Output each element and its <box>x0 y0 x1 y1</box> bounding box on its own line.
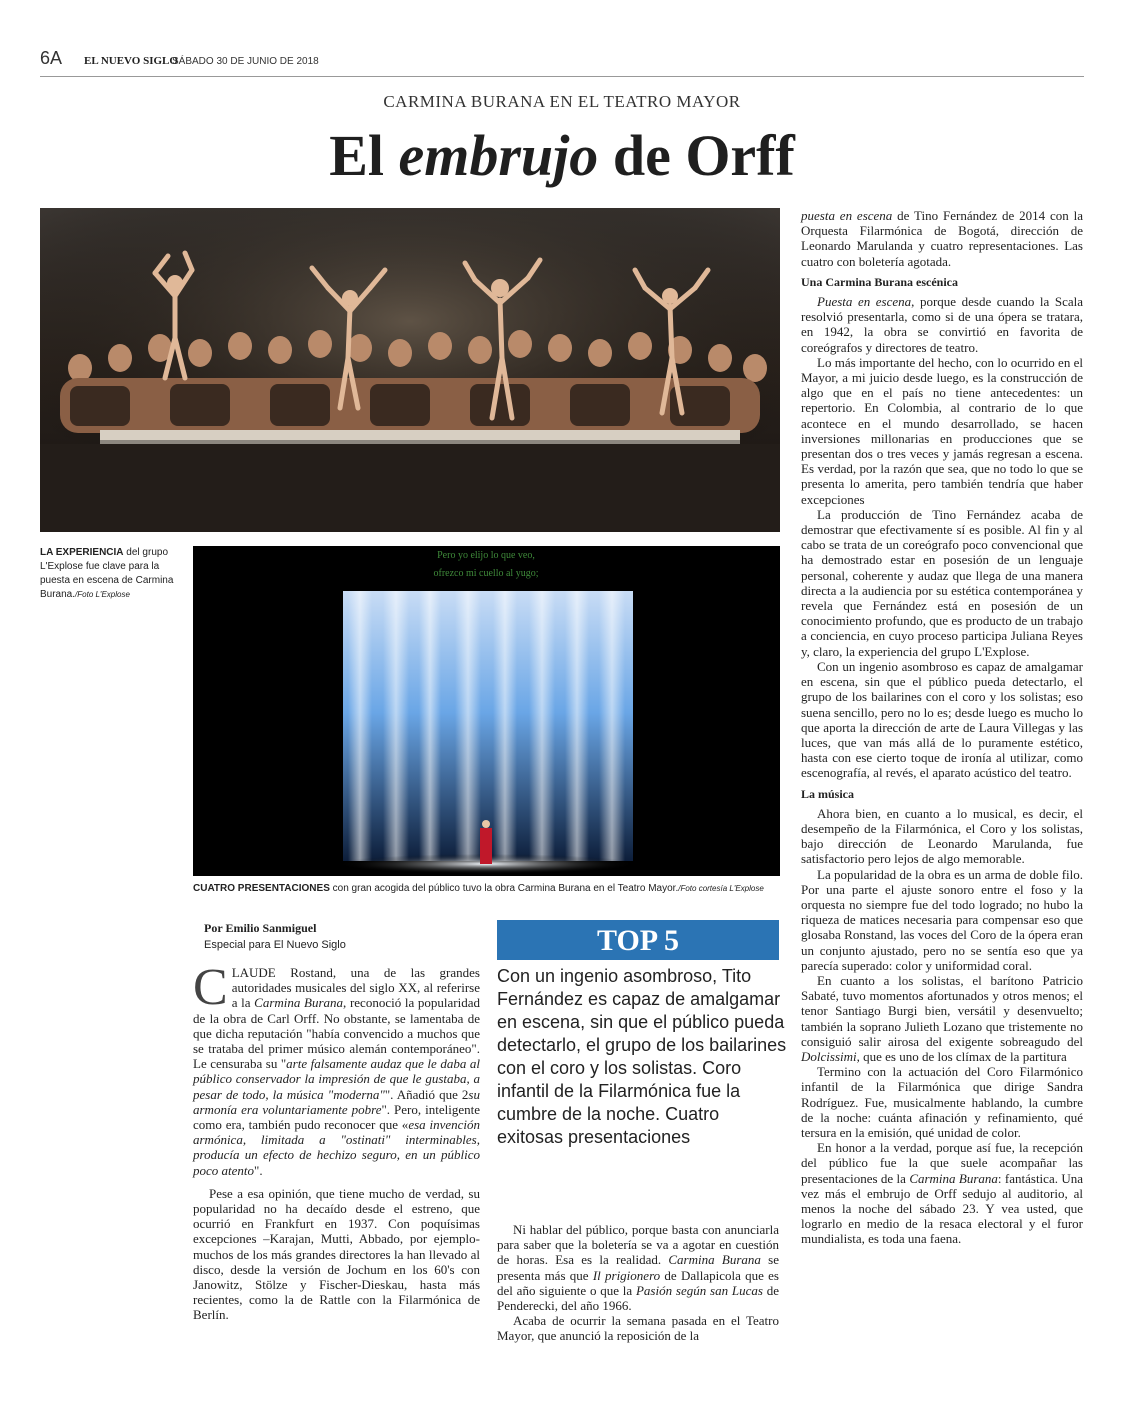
headline-em: embrujo <box>398 123 599 188</box>
paragraph: Termino con la actuación del Coro Filarmónico infantil de la Filarmónica que dirige Sandra Rodríguez. Fue, musicalmente hablando, la cumbre de la noche: cuánta afinación y refinamiento, qué tersura en la emisión, qué unidad de color. <box>801 1064 1083 1140</box>
paragraph <box>801 973 1083 1064</box>
pull-quote: Con un ingenio asombroso, Tito Fernández es capaz de amalgamar en escena, sin que el público pueda detectarlo, el grupo de los bailarines con el coro y los solistas. Coro infantil de la Filarmónica fue la cumbre de la noche. Cuatro exitosas presentaciones <box>497 966 787 1147</box>
stage-photo-dancers-image <box>40 208 780 532</box>
byline: Por Emilio Sanmiguel <box>204 921 317 935</box>
headline-post: de Orff <box>598 123 795 188</box>
text-run: , que es uno de los clímax de la partitura <box>856 1048 1067 1064</box>
subheading: La música <box>801 786 855 801</box>
text-run-italic: Dolcissimi <box>801 1048 857 1064</box>
text-run-italic: su armonía era voluntariamente pobre <box>193 1086 480 1117</box>
text-run: de Penderecki, del año 1966. <box>497 1282 779 1314</box>
paragraph <box>801 1140 1083 1246</box>
text-run: Ni hablar del público, porque basta con anunciarla para saber que la boletería se va a agotar en cuestión de horas. Esa es la realidad. <box>497 1222 779 1268</box>
headline-pre: El <box>329 123 399 188</box>
paragraph: Lo más importante del hecho, con lo ocurrido en el Mayor, a mi juicio desde luego, es la construcción de algo que en el país no tiene antecedentes: un repertorio. En Colombia, al contrario de lo que acontece en el mundo desarrollado, se hacen inversiones millonarias en producciones que se presentan dos o tres veces y jamás regresan a escena. Es verdad, por la razón que sea, que no todo lo que se presenta lo amerita, pero también tendría que haber excepciones <box>801 354 1083 507</box>
text-run-italic: Pasión según san Lucas <box>635 1282 763 1298</box>
paragraph: La popularidad de la obra es un arma de doble filo. Por una parte el ajuste sonoro entre el foso y la orquesta no siempre fue del todo logrado; no hubo la riqueza de matices necesaria para compensar eso que glosaba Ronstand, las voces del Coro de la ópera eran un conjunto ajustado, pero no se sentía eso que ya parecía superado: color y uniformidad coral. <box>801 866 1083 973</box>
article-column-1 <box>193 959 480 1323</box>
text-run-italic: Carmina Burana <box>668 1252 761 1268</box>
text-run: ". Añadió que 2 <box>384 1086 469 1102</box>
text-run: se presenta más que <box>497 1252 779 1283</box>
paragraph <box>497 1222 779 1313</box>
text-run-italic: Puesta en escena <box>817 294 912 310</box>
issue-date: SÁBADO 30 DE JUNIO DE 2018 <box>172 56 319 67</box>
projected-subtitle-line-2: ofrezco mi cuello al yugo; <box>433 568 539 579</box>
paragraph: Ahora bien, en cuanto a lo musical, es decir, el desempeño de la Filarmónica, el Coro y los solistas, bajo dirección de Leonardo Marulanda, fue satisfactorio pero lejos de algo memorable. <box>801 805 1083 867</box>
caption-2-credit: /Foto cortesía L'Explose <box>678 884 764 893</box>
page-number: 6A <box>40 48 63 68</box>
stage-photo-curtain-image <box>193 546 780 876</box>
caption-2-lead: CUATRO PRESENTACIONES <box>193 883 330 894</box>
caption-1-credit: /Foto L'Explose <box>75 590 130 599</box>
byline-subtitle: Especial para El Nuevo Siglo <box>204 939 346 951</box>
top5-banner: TOP 5 <box>497 920 779 960</box>
projected-subtitle-line-1: Pero yo elijo lo que veo, <box>437 550 535 561</box>
drop-cap: C <box>193 959 228 1016</box>
text-run: LAUDE Rostand, una de las grandes autoridades musicales del siglo XX, al referirse a la <box>231 965 480 1011</box>
caption-1-text: del grupo L'Explose fue clave para la puesta en escena de Carmina Burana. <box>40 547 174 600</box>
photo-caption-1 <box>40 546 185 602</box>
text-run: En honor a la verdad, porque así fue, la recepción del público fue la que suele acompañar las presentaciones de la <box>801 1140 1083 1186</box>
paragraph: Acaba de ocurrir la semana pasada en el Teatro Mayor, que anunció la reposición de la <box>497 1313 779 1344</box>
photo-caption-2 <box>193 882 783 896</box>
text-run-italic: Carmina Burana <box>254 995 344 1011</box>
text-run-italic: esa invención armónica, limitada a "ostinati" interminables, producía un efecto de hechizo seguro, en un público poco atento <box>193 1117 480 1178</box>
paragraph <box>193 959 480 1178</box>
masthead-rule <box>40 76 1084 77</box>
stage-photo-curtain <box>193 546 780 876</box>
article-column-3 <box>801 208 1083 1247</box>
text-run-italic: Carmina Burana <box>909 1170 998 1186</box>
text-run: ". Pero, inteligente como era, también pudo reconocer que « <box>193 1101 480 1133</box>
text-run: ". <box>254 1162 263 1178</box>
text-run: : fantástica. Una vez más el embrujo de Orff sedujo al auditorio, al menos la noche del sábado 23. Y vea usted, que lograrlo en medio de la resaca electoral y el furor mundialista, es toda una faena. <box>801 1170 1083 1247</box>
newspaper-name: EL NUEVO SIGLO <box>84 55 178 67</box>
subheading: Una Carmina Burana escénica <box>801 274 958 289</box>
text-run: En cuanto a los solistas, el barítono Patricio Sabaté, tuvo momentos afortunados y otros menos; el tenor Santiago Burgi bien, versátil y desenvuelto; también la soprano Julieth Lozano que tristemente no consiguió salir airosa del exigente sobreagudo del <box>801 972 1083 1049</box>
paragraph: Pese a esa opinión, que tiene mucho de verdad, su popularidad no ha decaído desde el estreno, que ocurrió en Frankfurt en 1937. Con poquísimas excepciones –Karajan, Mutti, Abbado, por ejemplo- muchos de los más grandes directores la han llevado al disco, desde la versión de Jochum en los 60's con Janowitz, Stölze y Fischer-Dieskau, hasta más recientes, como la de Rattle con la Filarmónica de Berlín. <box>193 1185 480 1323</box>
stage-photo-dancers <box>40 208 780 532</box>
text-run-italic: puesta en escena <box>801 208 893 223</box>
text-run: de Tino Fernández de 2014 con la Orquesta Filarmónica de Bogotá, dirección de Leonardo Marulanda y cuatro representaciones. Las cuatro con boletería agotada. <box>801 208 1083 269</box>
caption-1-lead: LA EXPERIENCIA <box>40 547 124 558</box>
caption-2-text: con gran acogida del público tuvo la obra Carmina Burana en el Teatro Mayor. <box>329 883 679 894</box>
paragraph: Con un ingenio asombroso es capaz de amalgamar en escena, sin que el público pueda detectarlo, el grupo de los bailarines con el coro y los solistas; eso suena sencillo, pero no lo es; desde luego es mucho lo que aporta la dirección de arte de Laura Villegas y las luces, que van más allá de lo puramente estético, hasta con ese cierto toque de ironía al utilizar, como escenografía, al revés, el aparato acústico del teatro. <box>801 658 1083 781</box>
paragraph <box>801 294 1083 355</box>
text-run: , porque desde cuando la Scala resolvió presentarla, como si de una ópera se tratara, en 1942, la obra se convirtió en favorita de coreógrafos y directores de teatro. <box>801 294 1083 355</box>
headline <box>0 118 1124 194</box>
text-run: de Dallapicola que es del año siguiente o que la <box>497 1267 779 1298</box>
paragraph <box>801 208 1083 269</box>
text-run: , reconoció la popularidad de la obra de Carl Orff. No obstante, se lamentaba de que dicha reputación "había convencido a muchos que se trataba del primer músico alemán contemporáneo". Le censuraba su " <box>193 995 480 1072</box>
text-run-italic: Il prigionero <box>592 1267 661 1283</box>
article-column-2 <box>497 1222 779 1344</box>
paragraph: La producción de Tino Fernández acaba de demostrar que efectivamente sí es posible. Al fin y al cabo se trata de un coreógrafo poco convencional que ha demostrado estar en posesión de un lenguaje personal, coherente y audaz que llega de una manera directa a la audiencia por su estética contemporánea y revela que Fernández está en posesión de un conocimiento profundo, que es producto de un trabajo a conciencia, en cuyo proceso participa Juliana Reyes y, claro, la experiencia del grupo L'Explose. <box>801 506 1083 659</box>
kicker: CARMINA BURANA EN EL TEATRO MAYOR <box>383 92 741 111</box>
text-run-italic: arte falsamente audaz que le daba al público conservador la impresión de que le gustaba, a pesar de todo, la música "moderna" <box>193 1056 480 1102</box>
